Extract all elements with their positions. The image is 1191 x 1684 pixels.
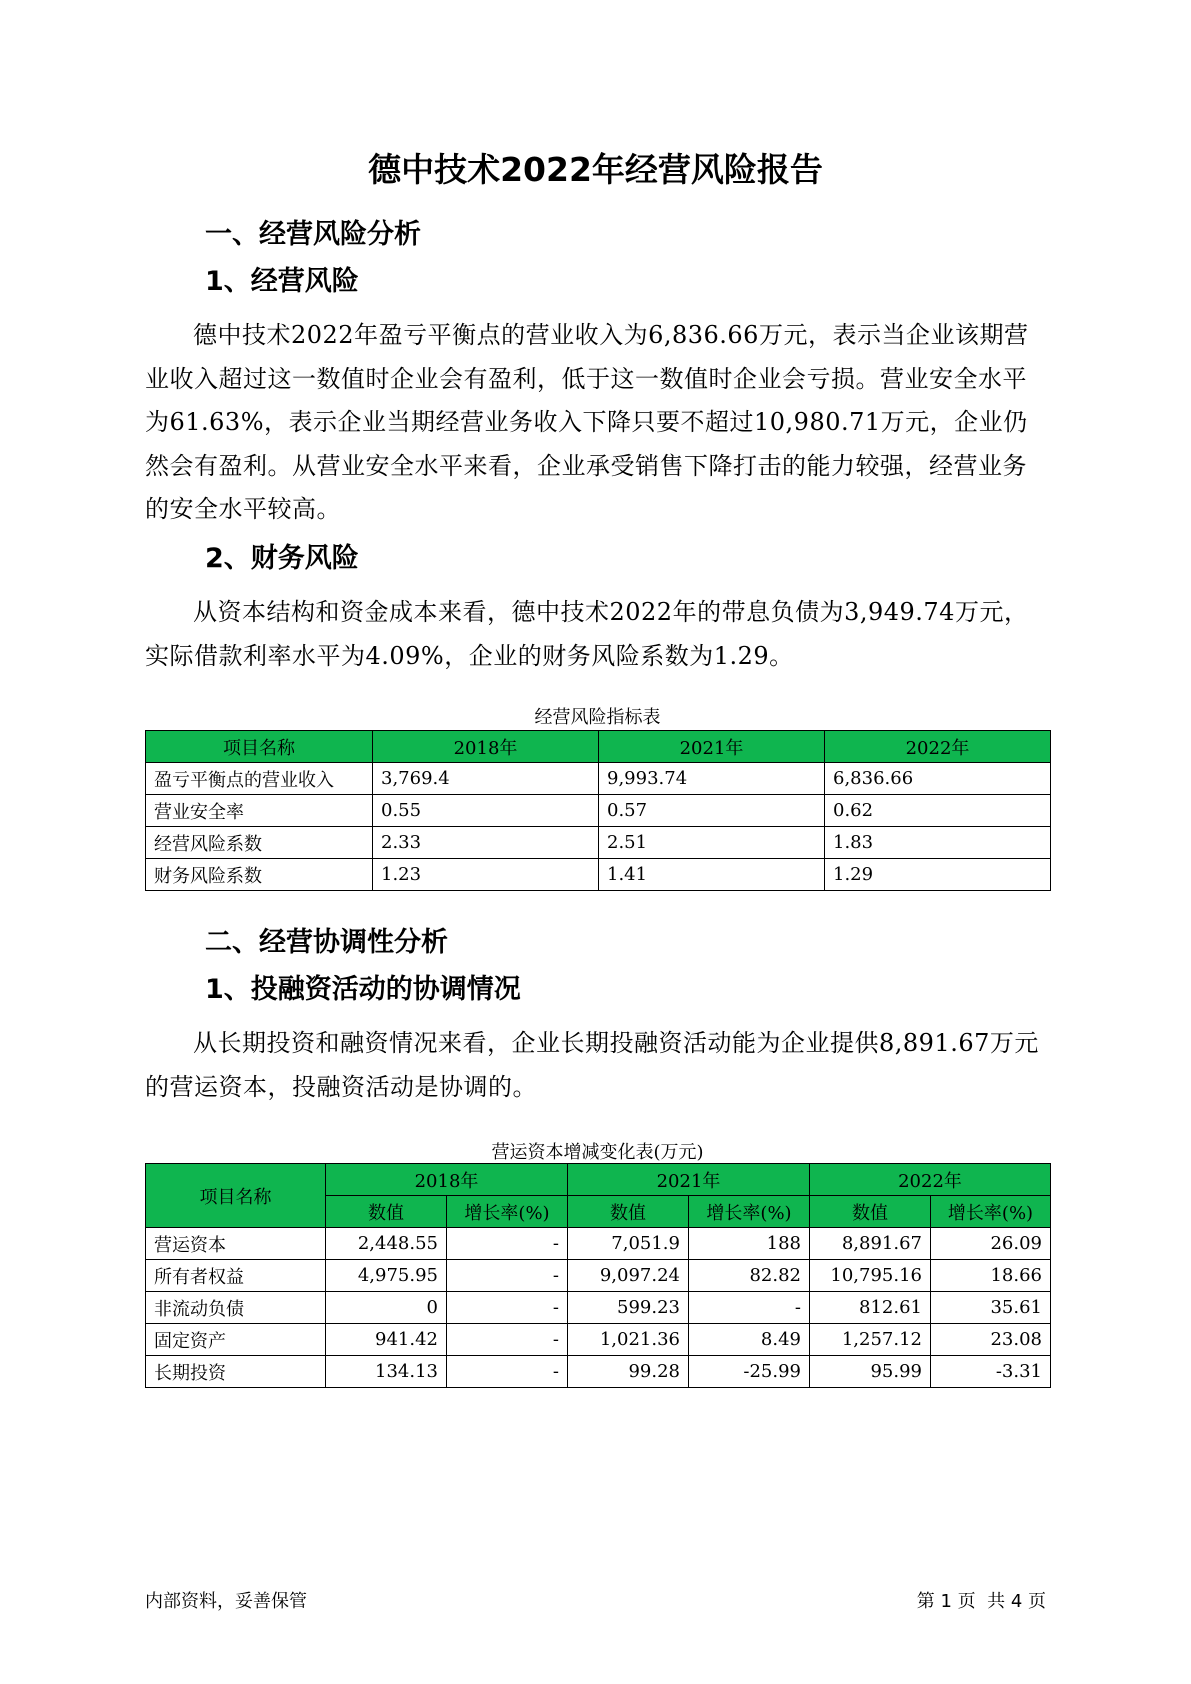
table-row (146, 827, 1051, 859)
table-row (146, 795, 1051, 827)
footer-confidential-note: 内部资料，妥善保管 (145, 1591, 307, 1612)
table-cell: 8.49 (689, 1324, 810, 1356)
table-cell: 财务风险系数 (146, 859, 373, 891)
table-cell: 599.23 (568, 1292, 689, 1324)
year-header-cell: 2022年 (810, 1164, 1051, 1196)
year-header-cell: 2021年 (568, 1164, 810, 1196)
table-row (146, 859, 1051, 891)
table-cell: 1,021.36 (568, 1324, 689, 1356)
table-cell: 盈亏平衡点的营业收入 (146, 763, 373, 795)
table-row (146, 763, 1051, 795)
table-cell: 1.29 (825, 859, 1051, 891)
table-row (146, 1292, 1051, 1324)
header-cell: 2018年 (373, 731, 599, 763)
table-cell: 0 (326, 1292, 447, 1324)
section1-heading: 一、经营风险分析 (205, 219, 421, 250)
table-cell: 99.28 (568, 1356, 689, 1388)
report-title: 德中技术2022年经营风险报告 (368, 150, 823, 189)
table-cell: 经营风险系数 (146, 827, 373, 859)
section1-sub1-heading: 1、经营风险 (205, 266, 359, 297)
table-cell: 188 (689, 1228, 810, 1260)
section1-sub2-heading: 2、财务风险 (205, 543, 359, 574)
table-cell: 0.55 (373, 795, 599, 827)
table-row (146, 1228, 1051, 1260)
table-cell: 0.57 (599, 795, 825, 827)
financial-risk-text: 从资本结构和资金成本来看，德中技术2022年的带息负债为3,949.74万元，实际借款利率水平为4.09%，企业的财务风险系数为1.29。 (145, 598, 1029, 670)
table-cell: - (447, 1260, 568, 1292)
table-cell: 1,257.12 (810, 1324, 931, 1356)
operating-risk-text: 德中技术2022年盈亏平衡点的营业收入为6,836.66万元，表示当企业该期营业收入超过这一数值时企业会有盈利，低于这一数值时企业会亏损。营业安全水平为61.63%，表示企业当期经营业务收入下降只要不超过10,980.71万元，企业仍然会有盈利。从营业安全水平来看，企业承受销售下降打击的能力较强，经营业务的安全水平较高。 (145, 321, 1029, 523)
investment-financing-paragraph (145, 1022, 1045, 1109)
table-cell: - (447, 1228, 568, 1260)
table-header-row (146, 1164, 1051, 1196)
risk-table-caption: 经营风险指标表 (534, 707, 661, 728)
table-cell: 1.83 (825, 827, 1051, 859)
table-cell: 82.82 (689, 1260, 810, 1292)
table-cell: 941.42 (326, 1324, 447, 1356)
subheader-cell: 数值 (810, 1196, 931, 1228)
table-cell: 95.99 (810, 1356, 931, 1388)
operating-risk-paragraph (145, 314, 1045, 532)
table-cell: 812.61 (810, 1292, 931, 1324)
table-cell: - (447, 1292, 568, 1324)
footer-page-number: 第 1 页 共 4 页 (916, 1591, 1046, 1612)
working-capital-table (145, 1163, 1051, 1388)
year-header-cell: 2018年 (326, 1164, 568, 1196)
section2-heading: 二、经营协调性分析 (205, 927, 448, 958)
table-cell: 2.33 (373, 827, 599, 859)
financial-risk-paragraph (145, 591, 1045, 678)
section2-sub1-heading: 1、投融资活动的协调情况 (205, 974, 521, 1005)
table-row (146, 1324, 1051, 1356)
header-cell: 2022年 (825, 731, 1051, 763)
table-cell: 4,975.95 (326, 1260, 447, 1292)
header-cell: 项目名称 (146, 731, 373, 763)
table-cell: 18.66 (931, 1260, 1051, 1292)
table-cell: 2.51 (599, 827, 825, 859)
table-cell: 3,769.4 (373, 763, 599, 795)
table-cell: - (447, 1324, 568, 1356)
table-row (146, 1260, 1051, 1292)
table-cell: 营业安全率 (146, 795, 373, 827)
table-cell: 1.23 (373, 859, 599, 891)
table-row (146, 1356, 1051, 1388)
header-cell: 2021年 (599, 731, 825, 763)
table-cell: 长期投资 (146, 1356, 326, 1388)
table-cell: 1.41 (599, 859, 825, 891)
table-cell: 8,891.67 (810, 1228, 931, 1260)
table-cell: - (689, 1292, 810, 1324)
table-cell: 9,097.24 (568, 1260, 689, 1292)
table-cell: 134.13 (326, 1356, 447, 1388)
subheader-cell: 增长率(%) (931, 1196, 1051, 1228)
table-cell: -25.99 (689, 1356, 810, 1388)
table-cell: 35.61 (931, 1292, 1051, 1324)
subheader-cell: 数值 (326, 1196, 447, 1228)
table-cell: 营运资本 (146, 1228, 326, 1260)
table-cell: - (447, 1356, 568, 1388)
table-cell: 9,993.74 (599, 763, 825, 795)
table-cell: 固定资产 (146, 1324, 326, 1356)
table-cell: 2,448.55 (326, 1228, 447, 1260)
table-cell: 10,795.16 (810, 1260, 931, 1292)
table-cell: 所有者权益 (146, 1260, 326, 1292)
table-cell: 0.62 (825, 795, 1051, 827)
table-cell: 23.08 (931, 1324, 1051, 1356)
table-cell: -3.31 (931, 1356, 1051, 1388)
table-header-row (146, 731, 1051, 763)
subheader-cell: 增长率(%) (689, 1196, 810, 1228)
capital-table-caption: 营运资本增减变化表(万元) (491, 1142, 704, 1163)
subheader-cell: 数值 (568, 1196, 689, 1228)
header-cell: 项目名称 (146, 1164, 326, 1228)
table-cell: 26.09 (931, 1228, 1051, 1260)
risk-indicator-table (145, 730, 1051, 891)
investment-financing-text: 从长期投资和融资情况来看，企业长期投融资活动能为企业提供8,891.67万元的营运资本，投融资活动是协调的。 (145, 1029, 1039, 1101)
table-cell: 非流动负债 (146, 1292, 326, 1324)
table-cell: 7,051.9 (568, 1228, 689, 1260)
subheader-cell: 增长率(%) (447, 1196, 568, 1228)
table-cell: 6,836.66 (825, 763, 1051, 795)
